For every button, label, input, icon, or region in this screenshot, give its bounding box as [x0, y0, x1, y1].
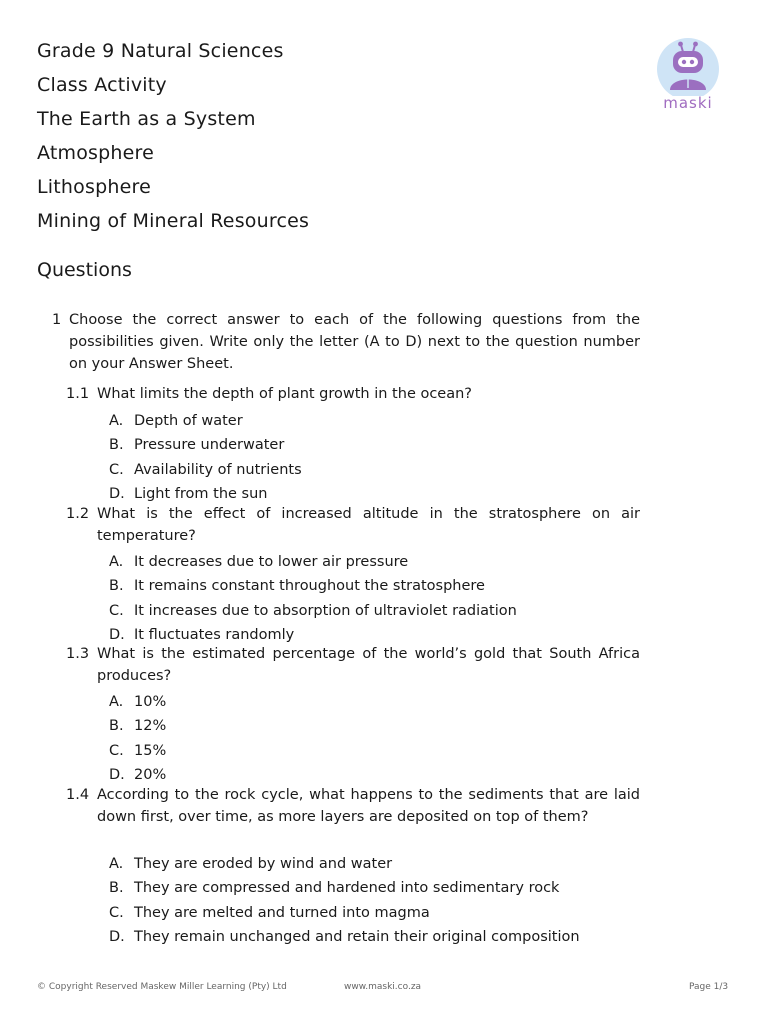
option-c: [109, 459, 302, 483]
option-text: 20%: [134, 767, 167, 784]
option-text: They are eroded by wind and water: [134, 856, 393, 872]
option-c: [109, 600, 517, 624]
option-letter: D.: [109, 486, 125, 503]
option-text: They remain unchanged and retain their original composition: [134, 929, 580, 946]
copyright-icon: ©: [37, 982, 46, 992]
section-title: Questions: [37, 259, 132, 281]
question-1-2: [66, 503, 640, 547]
option-letter: B.: [109, 578, 124, 595]
question-number: 1.3: [66, 646, 90, 662]
option-letter: B.: [109, 880, 124, 897]
option-text: 10%: [134, 694, 167, 710]
option-c: [109, 902, 580, 926]
header-grade: Grade 9 Natural Sciences: [37, 40, 284, 62]
question-1-1: [66, 383, 640, 405]
question-text: Choose the correct answer to each of the following questions from the possibilities given. Write only the letter (A to D) next to the question number on your Answer Sheet.: [69, 312, 640, 372]
option-text: They are melted and turned into magma: [134, 904, 430, 921]
option-letter: D.: [109, 929, 125, 946]
question-text: What limits the depth of plant growth in the ocean?: [97, 386, 473, 402]
copyright-text: Copyright Reserved Maskew Miller Learning (Pty) Ltd: [48, 982, 287, 992]
option-b: [109, 715, 166, 739]
question-text: According to the rock cycle, what happens to the sediments that are laid down first, over time, as more layers are deposited on top of them?: [97, 787, 640, 825]
header-subtopic-atmosphere: Atmosphere: [37, 142, 155, 164]
option-b: [109, 575, 517, 599]
header-activity: Class Activity: [37, 74, 167, 96]
option-a: [109, 410, 302, 434]
option-text: Pressure underwater: [134, 437, 285, 454]
option-a: [109, 853, 580, 877]
option-c: [109, 740, 166, 764]
option-a: [109, 551, 517, 575]
footer-copyright: [37, 982, 287, 992]
header-subtopic-mining: Mining of Mineral Resources: [37, 210, 310, 232]
question-1-3: [66, 643, 640, 687]
question-number: 1: [52, 312, 62, 328]
option-text: Availability of nutrients: [134, 461, 302, 478]
options-list-1-1: [109, 410, 302, 508]
question-text: What is the estimated percentage of the world’s gold that South Africa produces?: [97, 646, 640, 684]
option-text: Light from the sun: [134, 486, 268, 503]
option-text: Depth of water: [134, 413, 243, 429]
logo-wordmark: maski: [663, 94, 713, 112]
question-number: 1.4: [66, 787, 90, 803]
header-topic: The Earth as a System: [37, 108, 256, 130]
option-text: 12%: [134, 718, 167, 735]
option-letter: B.: [109, 718, 124, 735]
option-letter: A.: [109, 413, 124, 429]
document-header: [37, 38, 309, 242]
question-1-4: [66, 784, 640, 828]
option-a: [109, 691, 166, 715]
options-list-1-3: [109, 691, 166, 789]
option-text: It remains constant throughout the stratosphere: [134, 578, 485, 595]
option-letter: C.: [109, 602, 124, 619]
option-text: It increases due to absorption of ultraviolet radiation: [134, 602, 517, 619]
option-letter: B.: [109, 437, 124, 454]
option-letter: A.: [109, 856, 124, 872]
question-text: What is the effect of increased altitude in the stratosphere on air temperature?: [97, 506, 640, 544]
option-letter: C.: [109, 904, 124, 921]
option-b: [109, 434, 302, 458]
option-letter: D.: [109, 627, 125, 644]
options-list-1-2: [109, 551, 517, 649]
option-text: 15%: [134, 742, 167, 759]
header-subtopic-lithosphere: Lithosphere: [37, 176, 151, 198]
option-text: They are compressed and hardened into sedimentary rock: [134, 880, 560, 897]
robot-mascot-icon: [656, 38, 720, 96]
option-letter: C.: [109, 461, 124, 478]
question-number: 1.2: [66, 506, 90, 522]
option-d: [109, 926, 580, 950]
footer-website-link[interactable]: www.maski.co.za: [344, 982, 422, 992]
question-1-instruction: [52, 309, 640, 375]
question-number: 1.1: [66, 386, 90, 402]
option-b: [109, 877, 580, 901]
option-letter: D.: [109, 767, 125, 784]
option-letter: A.: [109, 554, 124, 570]
option-letter: C.: [109, 742, 124, 759]
footer-page-number: Page 1/3: [689, 982, 729, 992]
option-letter: A.: [109, 694, 124, 710]
maski-logo: [656, 38, 720, 120]
option-text: It fluctuates randomly: [134, 627, 295, 644]
options-list-1-4: [109, 853, 580, 951]
option-text: It decreases due to lower air pressure: [134, 554, 409, 570]
